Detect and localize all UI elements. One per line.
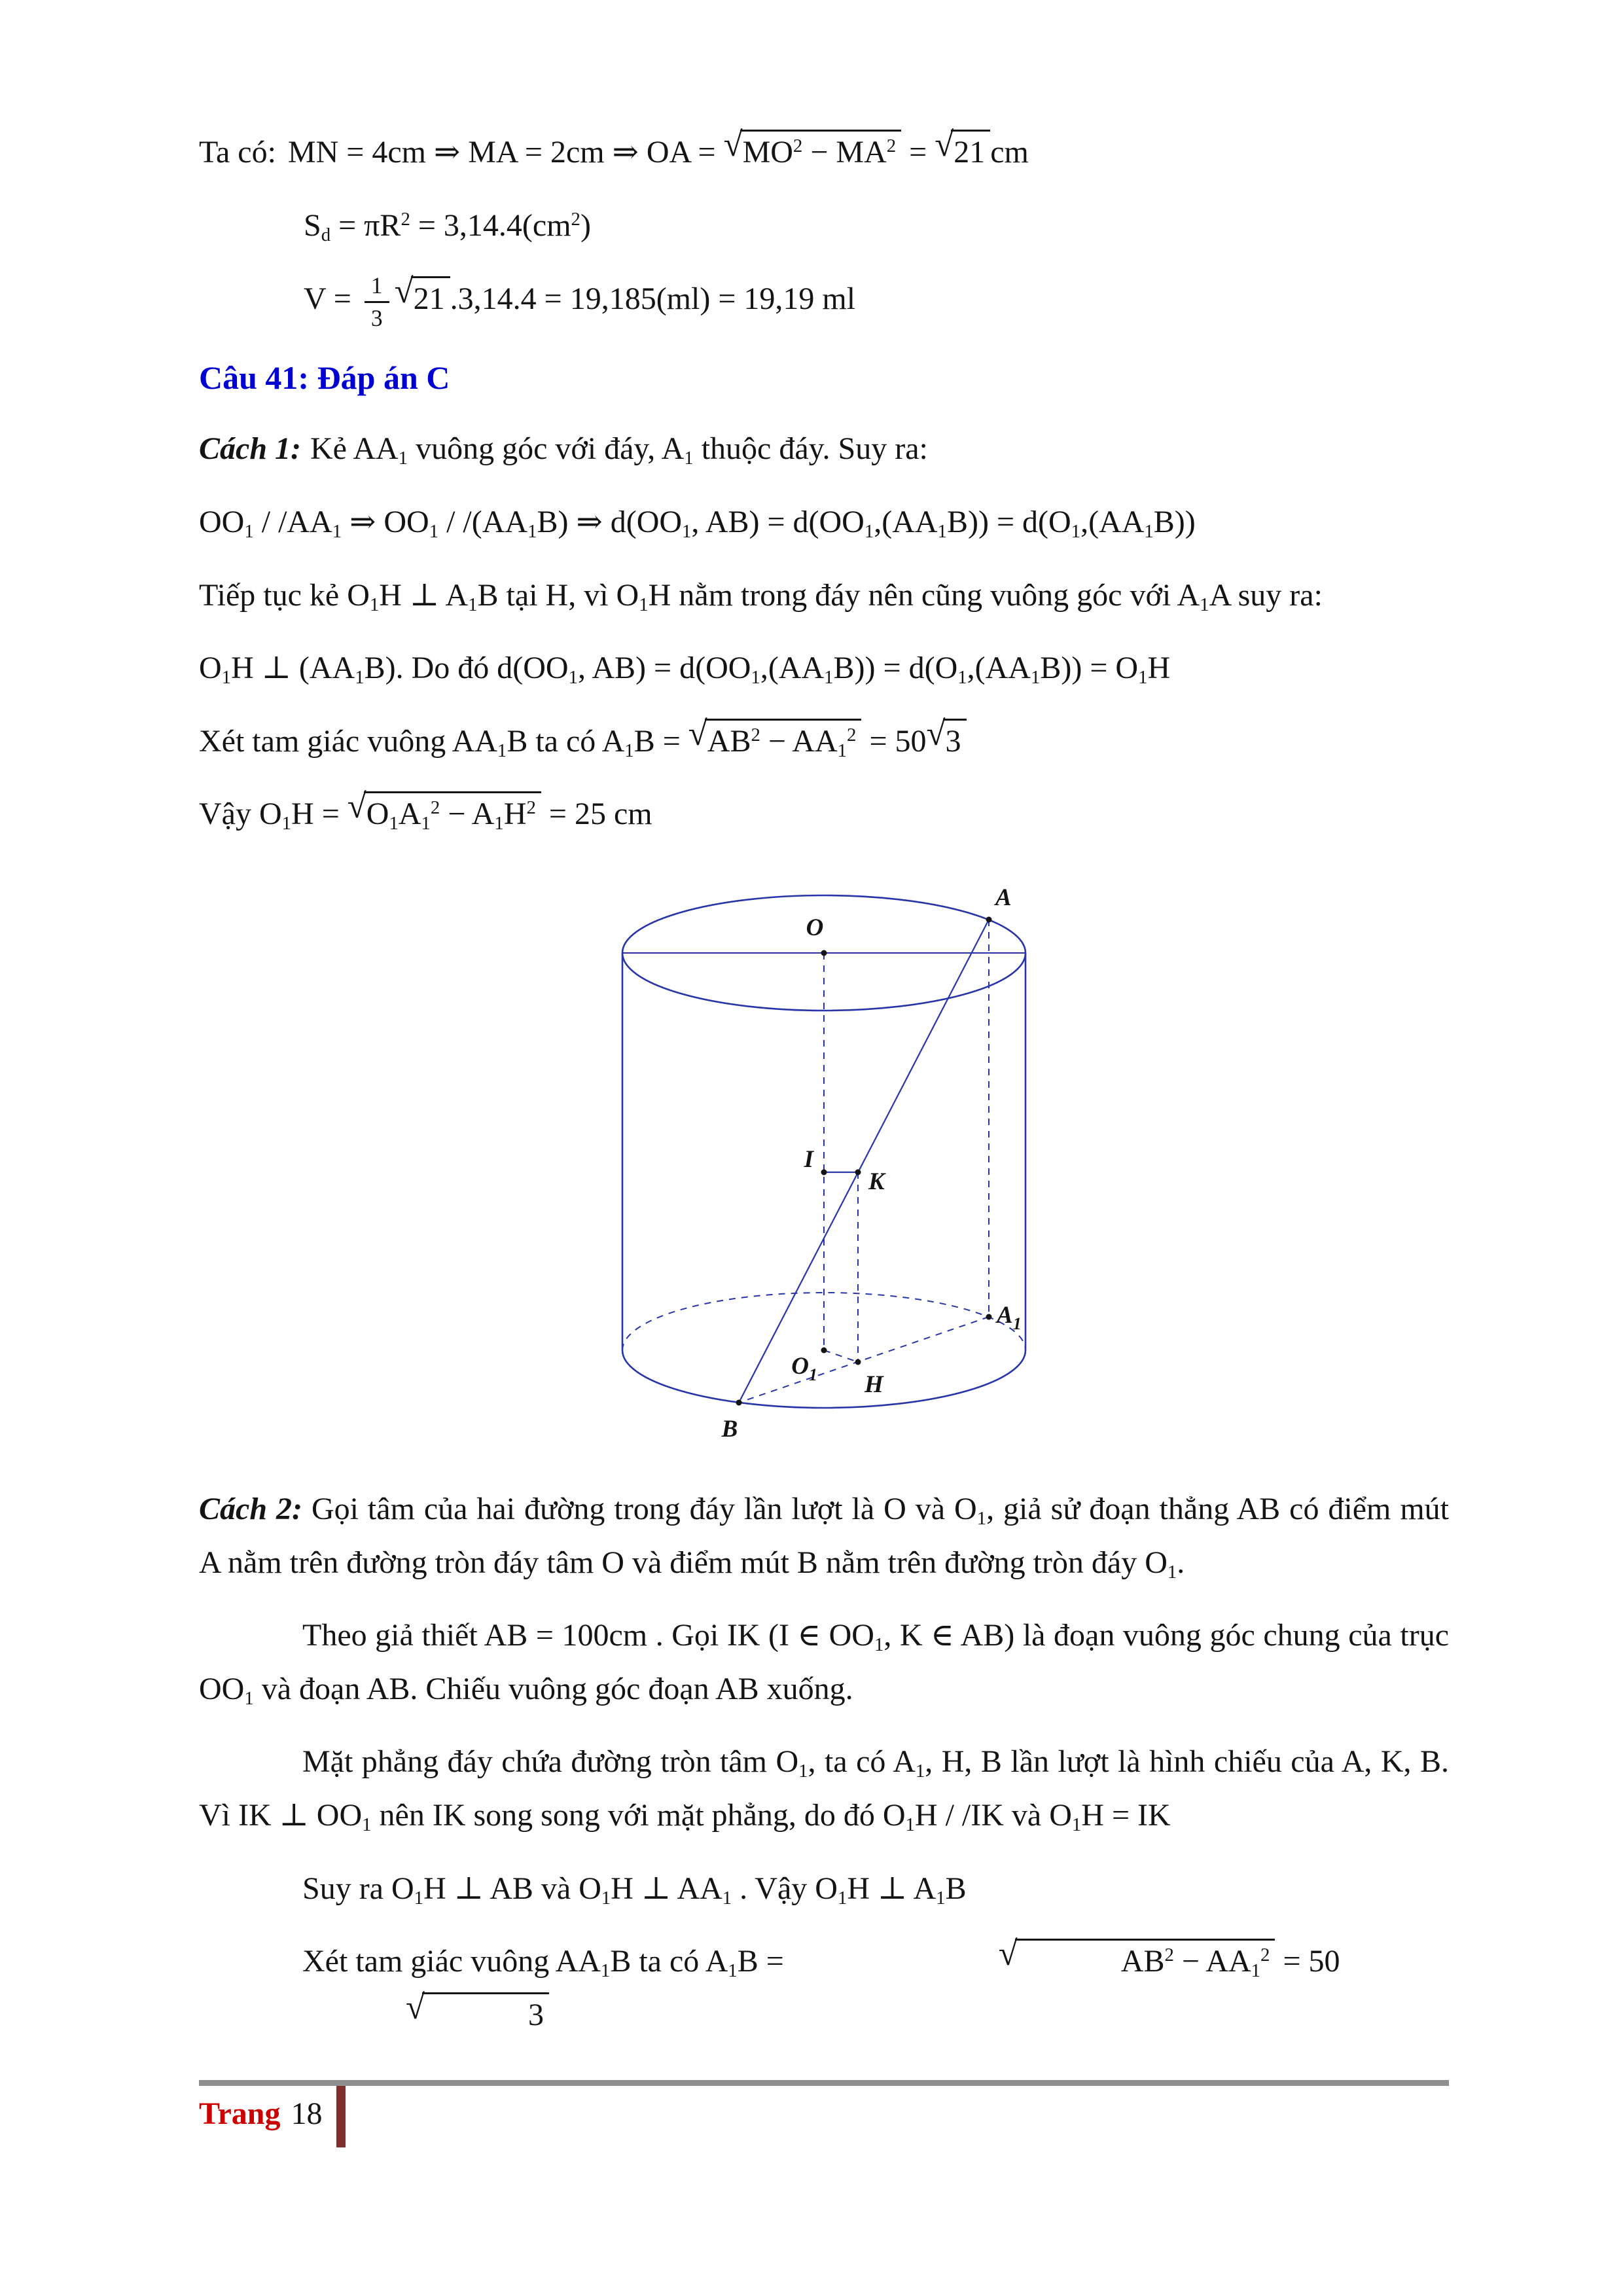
paragraph-xet-tam-giac-2: Xét tam giác vuông $AA_1B$ ta có $A_1B$ = √ $AB^2 - AA_1^2 = 50√$ 3 [199, 1935, 1449, 2041]
formula-volume: V = $\frac{1}{3}$ √21 .3,14.4 = 19,185(ml) = 19,19 ml [304, 272, 856, 331]
label-O: O [806, 914, 824, 941]
cylinder-bottom-front-arc [622, 1350, 1026, 1408]
page-content [199, 126, 1449, 2061]
point-I [821, 1169, 827, 1175]
formula-sd: $S_d = \pi R^2 = 3,14.4(cm^2)$ [304, 207, 591, 245]
label-K: K [868, 1168, 885, 1195]
cach2-paragraph [199, 1482, 1449, 1589]
taco-label: Ta có: [199, 135, 276, 170]
paragraph-xet-tam-giac-1: Xét tam giác vuông $AA_1B$ ta có $A_1B = √AB^2 - AA_1^2 = 50√3$ [199, 715, 1449, 768]
formula-distance-chain-1: $OO_1 / /AA_1$ ⇒ $OO_1 / /(AA_1B)$ ⇒ $d(OO_1$, $AB) = d(OO_1,(AA_1B)) = d(O_1,(AA_1B))$ [199, 505, 1196, 543]
point-B [736, 1399, 742, 1405]
line-taco [199, 126, 1449, 179]
point-H [855, 1359, 861, 1365]
segment-O1H [824, 1350, 858, 1362]
paragraph-theo-gia-thiet: Theo giả thiết AB = 100cm . Gọi IK (I ∈ $OO_1$, K ∈ AB) là đoạn vuông góc chung của trục $OO_1$ và đoạn AB. Chiếu vuông góc đoạn AB xuống. [199, 1618, 1450, 1709]
label-A1: $A_1$ [997, 1301, 1022, 1333]
label-O1: $O_1$ [791, 1352, 817, 1384]
figure-container [199, 865, 1449, 1467]
cach1-paragraph [199, 422, 1449, 476]
taco-math: MN = 4cm ⇒ MA = 2cm ⇒ OA = $√MO^2 - MA^2 = √21$ cm [288, 135, 1029, 170]
point-O [821, 950, 827, 956]
label-I: I [804, 1145, 813, 1173]
cach2-label: Cách 2: [199, 1491, 302, 1526]
paragraph-suy-ra: Suy ra $O_1H$ ⊥ AB và $O_1H$ ⊥ $AA_1$ . Vậy $O_1H$ ⊥ $A_1B$ [302, 1871, 967, 1909]
footer-row [199, 2094, 1449, 2147]
question-41-heading: Câu 41: Đáp án C [199, 359, 450, 397]
footer-accent-bar [336, 2086, 346, 2147]
point-A [986, 916, 992, 922]
footer-rule [199, 2080, 1449, 2086]
cach1-label: Cách 1: [199, 431, 301, 467]
footer-page-number: 18 [291, 2096, 323, 2131]
cach2-text: Gọi tâm của hai đường trong đáy lần lượt là O và $O_1$, giả sử đoạn thẳng AB có điểm mút A nằm trên đường tròn đáy tâm O và điểm mút B nằm trên đường tròn đáy $O_1$. [199, 1491, 1450, 1583]
formula-distance-chain-2: $O_1H$ ⊥ $(AA_1B)$. Do đó $d(OO_1$, $AB) = d(OO_1,(AA_1B)) = d(O_1,(AA_1B)) = O_1H$ [199, 651, 1171, 689]
cach1-text: Kẻ $AA_1$ vuông góc với đáy, $A_1$ thuộc đáy. Suy ra: [310, 431, 928, 469]
point-O1 [821, 1347, 827, 1353]
label-H: H [865, 1371, 883, 1398]
paragraph-tieptuc: Tiếp tục kẻ $O_1H$ ⊥ $A_1B$ tại H, vì $O_1H$ nằm trong đáy nên cũng vuông góc với $A_1A$ suy ra: [199, 577, 1323, 615]
page-footer [199, 2080, 1449, 2147]
paragraph-vay-o1h: Vậy $O_1H = √O_1A_1^2 - A_1H^2 = 25$ cm [199, 787, 652, 834]
point-K [855, 1169, 861, 1175]
cylinder-diagram [608, 865, 1040, 1467]
label-A: A [995, 884, 1012, 911]
point-A1 [986, 1314, 992, 1319]
label-B: B [721, 1415, 738, 1443]
paragraph-mat-phang: Mặt phẳng đáy chứa đường tròn tâm $O_1$, ta có $A_1$, H, B lần lượt là hình chiếu của A, K, B. Vì IK ⊥ $OO_1$ nên IK song song với mặt phẳng, do đó $O_1H / /IK$ và $O_1H$ = IK [199, 1744, 1449, 1835]
footer-page-label: Trang [199, 2096, 281, 2131]
